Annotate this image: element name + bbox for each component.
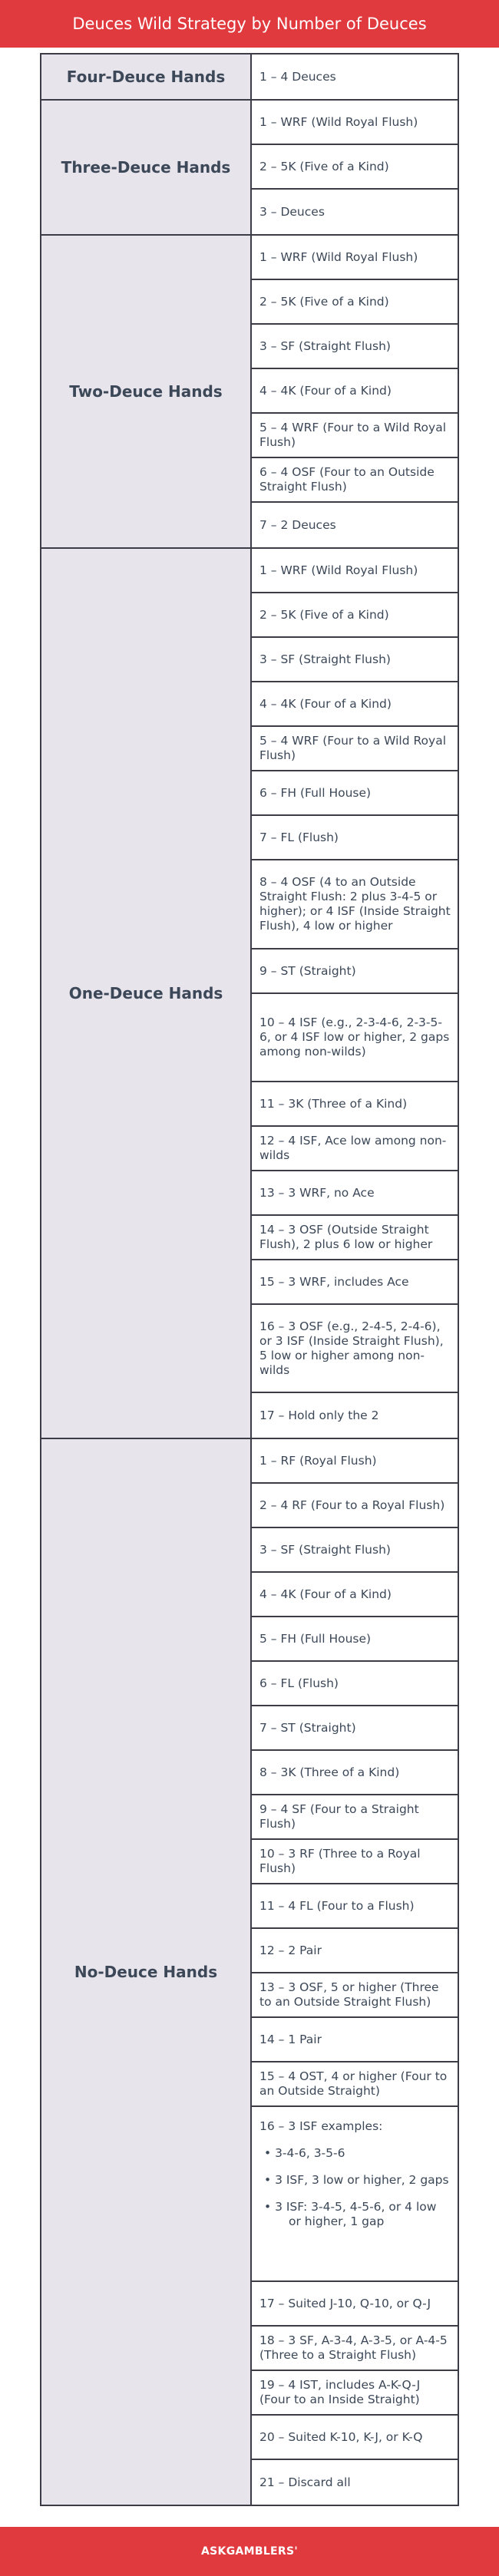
strategy-row: 7 – ST (Straight) [252, 1706, 458, 1751]
strategy-row: 17 – Suited J-10, Q-10, or Q-J [252, 2282, 458, 2327]
strategy-row: 12 – 4 ISF, Ace low among non-wilds [252, 1127, 458, 1171]
group-four-deuce [40, 53, 459, 101]
strategy-row: 3 – SF (Straight Flush) [252, 325, 458, 369]
strategy-row: 14 – 1 Pair [252, 2018, 458, 2062]
strategy-row: 19 – 4 IST, includes A-K-Q-J (Four to an Inside Straight) [252, 2371, 458, 2416]
strategy-row: 4 – 4K (Four of a Kind) [252, 369, 458, 414]
strategy-row: 20 – Suited K-10, K-J, or K-Q [252, 2416, 458, 2460]
strategy-row: 6 – FL (Flush) [252, 1662, 458, 1706]
strategy-row: 9 – ST (Straight) [252, 949, 458, 994]
strategy-row: 5 – 4 WRF (Four to a Wild Royal Flush) [252, 414, 458, 458]
strategy-row: 11 – 4 FL (Four to a Flush) [252, 1884, 458, 1929]
group-label: Three-Deuce Hands [41, 101, 252, 234]
strategy-row: 1 – WRF (Wild Royal Flush) [252, 101, 458, 145]
strategy-row: 13 – 3 OSF, 5 or higher (Three to an Outside Straight Flush) [252, 1973, 458, 2018]
strategy-row: 2 – 5K (Five of a Kind) [252, 145, 458, 190]
strategy-table [40, 53, 459, 2506]
strategy-row: 2 – 4 RF (Four to a Royal Flush) [252, 1484, 458, 1528]
footer-banner [0, 2527, 499, 2576]
strategy-row: 8 – 4 OSF (4 to an Outside Straight Flush: 2 plus 3-4-5 or higher); or 4 ISF (Inside Straight Flush), 4 low or higher [252, 860, 458, 949]
group-label: No-Deuce Hands [41, 1439, 252, 2505]
strategy-row: 14 – 3 OSF (Outside Straight Flush), 2 plus 6 low or higher [252, 1216, 458, 1260]
strategy-row: 18 – 3 SF, A-3-4, A-3-5, or A-4-5 (Three to a Straight Flush) [252, 2327, 458, 2371]
strategy-row-isf-examples [252, 2107, 458, 2282]
strategy-row: 4 – 4K (Four of a Kind) [252, 682, 458, 727]
strategy-row: 7 – FL (Flush) [252, 816, 458, 860]
strategy-row: 17 – Hold only the 2 [259, 1408, 379, 1422]
strategy-row: 3 – Deuces [259, 204, 325, 219]
strategy-row: 5 – 4 WRF (Four to a Wild Royal Flush) [252, 727, 458, 771]
isf-example-continued: or higher, 1 gap [289, 2214, 385, 2228]
strategy-row: 3 – SF (Straight Flush) [252, 638, 458, 682]
strategy-row: 3 – SF (Straight Flush) [252, 1528, 458, 1573]
strategy-row: 10 – 3 RF (Three to a Royal Flush) [252, 1840, 458, 1884]
isf-example: • 3 ISF, 3 low or higher, 2 gaps [264, 2173, 449, 2187]
group-two-deuce [40, 236, 459, 549]
isf-example: • 3-4-6, 3-5-6 [264, 2146, 345, 2160]
strategy-row: 8 – 3K (Three of a Kind) [252, 1751, 458, 1795]
page-title: Deuces Wild Strategy by Number of Deuces [72, 15, 427, 33]
strategy-row: 2 – 5K (Five of a Kind) [252, 593, 458, 638]
strategy-row: 12 – 2 Pair [252, 1929, 458, 1973]
strategy-row: 15 – 4 OST, 4 or higher (Four to an Outside Straight) [252, 2062, 458, 2107]
title-banner [0, 0, 499, 48]
isf-heading: 16 – 3 ISF examples: [259, 2119, 383, 2133]
strategy-row: 16 – 3 OSF (e.g., 2-4-5, 2-4-6), or 3 ISF (Inside Straight Flush), 5 low or higher among non-wilds [252, 1305, 458, 1393]
group-label: One-Deuce Hands [41, 549, 252, 1438]
strategy-row: 7 – 2 Deuces [259, 517, 336, 532]
strategy-row: 13 – 3 WRF, no Ace [252, 1171, 458, 1216]
strategy-row: 6 – 4 OSF (Four to an Outside Straight Flush) [252, 458, 458, 503]
strategy-row: 1 – 4 Deuces [259, 69, 336, 84]
group-label: Four-Deuce Hands [41, 54, 252, 99]
strategy-row: 6 – FH (Full House) [252, 771, 458, 816]
brand-logo: ASKGAMBLERS' [201, 2545, 298, 2558]
strategy-row: 21 – Discard all [259, 2475, 351, 2489]
strategy-row: 1 – WRF (Wild Royal Flush) [252, 236, 458, 280]
strategy-row: 2 – 5K (Five of a Kind) [252, 280, 458, 325]
strategy-row: 9 – 4 SF (Four to a Straight Flush) [252, 1795, 458, 1840]
strategy-row: 11 – 3K (Three of a Kind) [252, 1082, 458, 1127]
group-three-deuce [40, 101, 459, 236]
strategy-row: 1 – WRF (Wild Royal Flush) [252, 549, 458, 593]
strategy-row: 5 – FH (Full House) [252, 1617, 458, 1662]
strategy-row: 4 – 4K (Four of a Kind) [252, 1573, 458, 1617]
strategy-row: 1 – RF (Royal Flush) [252, 1439, 458, 1484]
strategy-row: 10 – 4 ISF (e.g., 2-3-4-6, 2-3-5-6, or 4 ISF low or higher, 2 gaps among non-wilds) [252, 994, 458, 1082]
group-label: Two-Deuce Hands [41, 236, 252, 547]
isf-example: • 3 ISF: 3-4-5, 4-5-6, or 4 low [264, 2200, 437, 2214]
group-no-deuce [40, 1439, 459, 2506]
group-one-deuce [40, 549, 459, 1439]
strategy-row: 15 – 3 WRF, includes Ace [252, 1260, 458, 1305]
